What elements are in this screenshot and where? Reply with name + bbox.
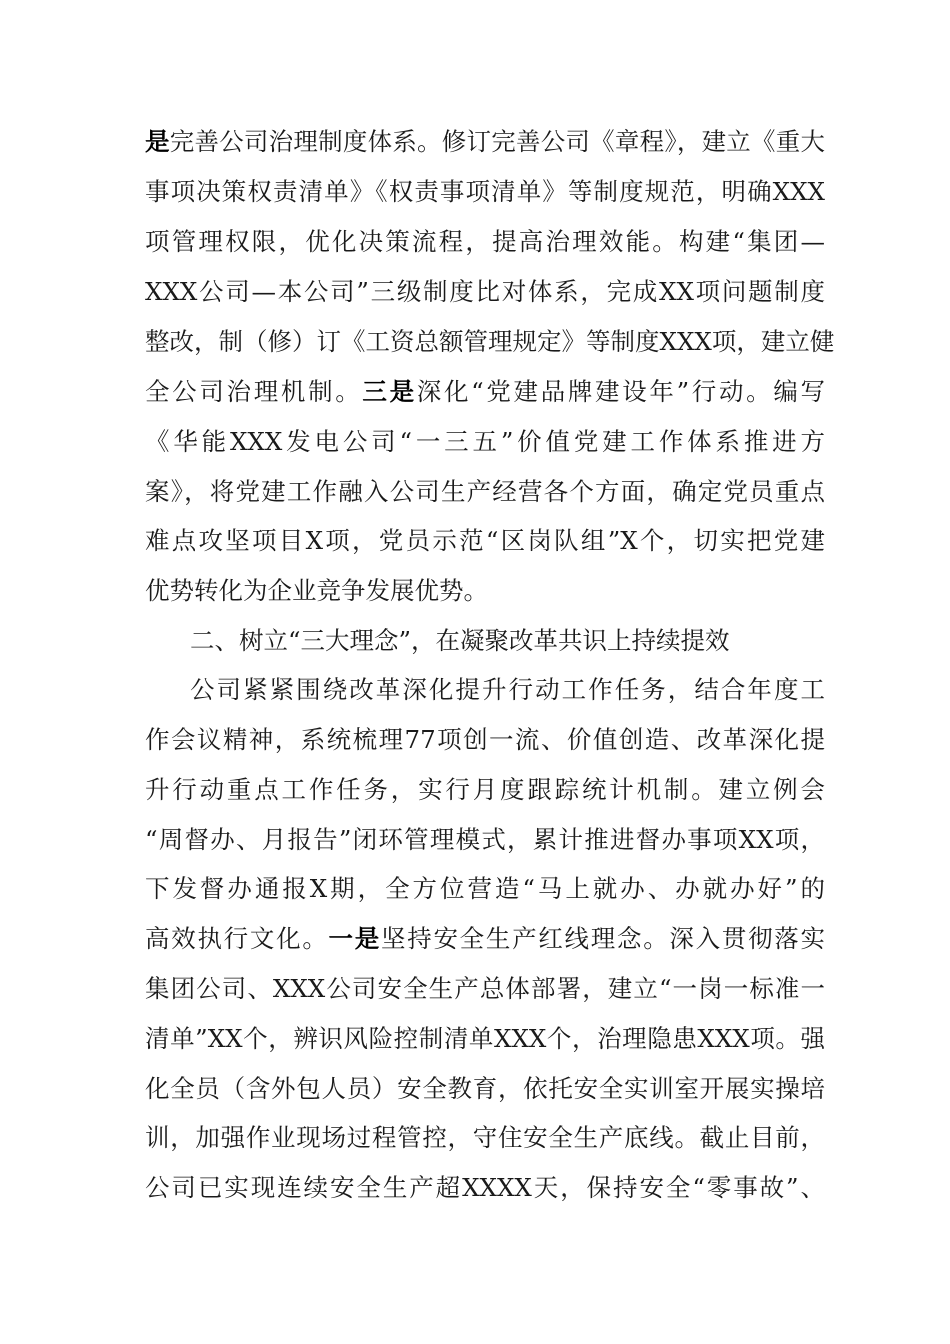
paragraph-line: 下发督办通报X期，全方位营造“马上就办、办就办好”的: [145, 874, 825, 903]
paragraph-line: 升行动重点工作任务，实行月度跟踪统计机制。建立例会: [145, 775, 825, 804]
paragraph-line: XXX公司—本公司”三级制度比对体系，完成XX项问题制度: [145, 277, 825, 306]
paragraph-line: 项管理权限，优化决策流程，提高治理效能。构建“集团—: [145, 227, 825, 256]
paragraph-line: 是完善公司治理制度体系。修订完善公司《章程》，建立《重大: [145, 127, 825, 156]
paragraph-line: “周督办、月报告”闭环管理模式，累计推进督办事项XX项，: [145, 825, 825, 854]
paragraph-line: 《华能XXX发电公司“一三五”价值党建工作体系推进方: [145, 427, 825, 456]
paragraph-line: 公司紧紧围绕改革深化提升行动工作任务，结合年度工: [190, 675, 825, 704]
section-heading: 二、树立“三大理念”，在凝聚改革共识上持续提效: [190, 626, 730, 655]
paragraph-line: 优势转化为企业竞争发展优势。: [145, 576, 488, 605]
paragraph-line: 清单”XX个，辨识风险控制清单XXX个，治理隐患XXX项。强: [145, 1024, 825, 1053]
paragraph-line: 高效执行文化。一是坚持安全生产红线理念。深入贯彻落实: [145, 924, 826, 953]
paragraph-line: 事项决策权责清单》《权责事项清单》等制度规范，明确XXX: [145, 177, 825, 206]
paragraph-line: 训，加强作业现场过程管控，守住安全生产底线。截止目前，: [145, 1123, 825, 1152]
paragraph-line: 公司已实现连续安全生产超XXXX天，保持安全“零事故”、: [145, 1173, 825, 1202]
paragraph-line: 集团公司、XXX公司安全生产总体部署，建立“一岗一标准一: [145, 974, 825, 1003]
paragraph-line: 全公司治理机制。三是深化“党建品牌建设年”行动。编写: [145, 377, 825, 406]
paragraph-line: 作会议精神，系统梳理77项创一流、价值创造、改革深化提: [145, 725, 825, 754]
bold-lead: 是: [145, 127, 170, 156]
bold-marker: 一是: [328, 924, 381, 953]
paragraph-line: 难点攻坚项目X项，党员示范“区岗队组”X个，切实把党建: [145, 526, 825, 555]
paragraph-line: 化全员（含外包人员）安全教育，依托安全实训室开展实操培: [145, 1074, 825, 1103]
paragraph-line: 案》，将党建工作融入公司生产经营各个方面，确定党员重点: [145, 477, 825, 506]
bold-marker: 三是: [362, 377, 417, 406]
paragraph-line: 整改，制（修）订《工资总额管理规定》等制度XXX项，建立健: [145, 327, 835, 356]
